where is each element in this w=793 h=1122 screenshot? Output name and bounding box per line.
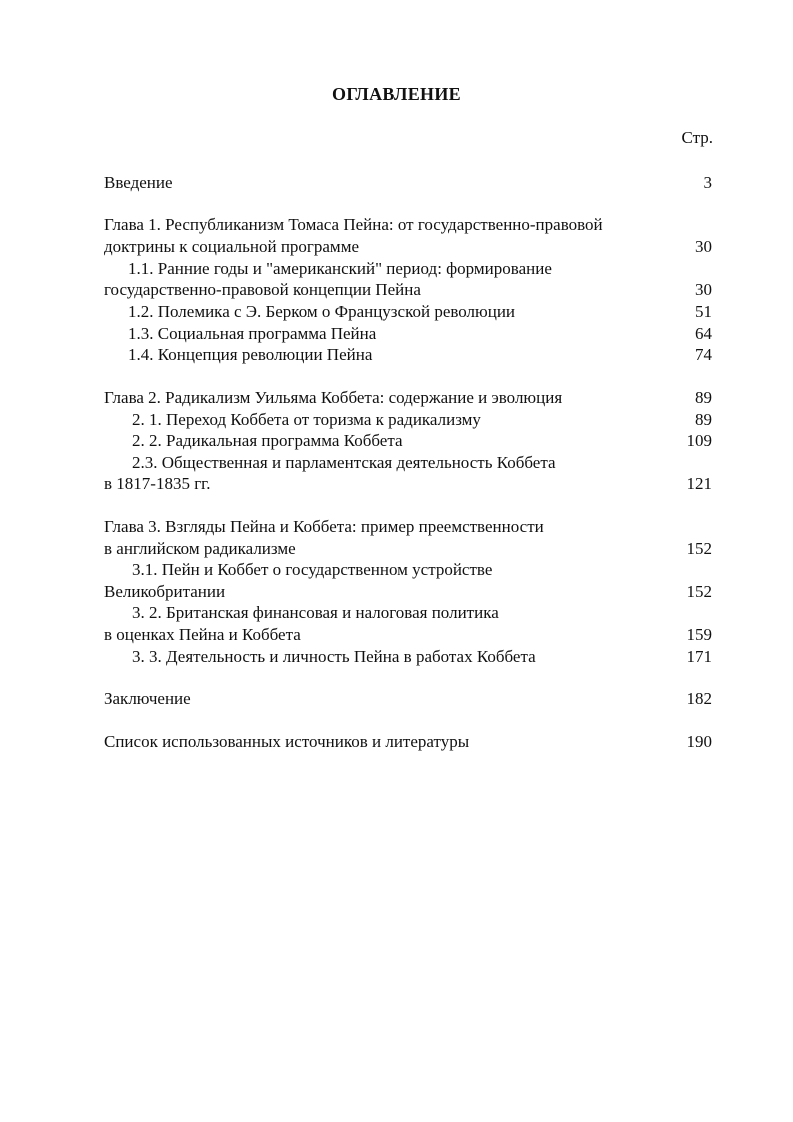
toc-entry-page: 89 bbox=[695, 410, 712, 429]
toc-entry-label: 1.1. Ранние годы и "американский" период: формирование bbox=[128, 259, 552, 278]
toc-entry-label: 2. 1. Переход Коббета от торизма к радикализму bbox=[132, 410, 481, 429]
toc-entry-page: 30 bbox=[695, 237, 712, 256]
toc-section-3-3[interactable] bbox=[104, 646, 712, 668]
toc-entry-label: Глава 3. Взгляды Пейна и Коббета: пример преемственности bbox=[104, 517, 544, 536]
toc-section-3-2-line-2[interactable] bbox=[104, 624, 712, 646]
toc-section-1-1-line-2[interactable] bbox=[104, 279, 712, 301]
toc-section-1-4[interactable] bbox=[104, 344, 712, 366]
toc-section-2-3-line-1[interactable] bbox=[104, 452, 712, 474]
toc-entry-label: 3. 2. Британская финансовая и налоговая политика bbox=[132, 603, 499, 622]
toc-entry-label: 3.1. Пейн и Коббет о государственном устройстве bbox=[132, 560, 493, 579]
toc-entry-introduction[interactable] bbox=[104, 172, 712, 194]
toc-entry-bibliography[interactable] bbox=[104, 731, 712, 753]
toc-entry-page: 74 bbox=[695, 345, 712, 364]
toc-entry-label: Глава 1. Республиканизм Томаса Пейна: от государственно-правовой bbox=[104, 215, 603, 234]
toc-chapter-3-line-2[interactable] bbox=[104, 538, 712, 560]
toc-chapter-2[interactable] bbox=[104, 387, 712, 409]
toc-entry-page: 152 bbox=[686, 582, 712, 601]
toc-entry-conclusion[interactable] bbox=[104, 688, 712, 710]
toc-chapter-3-line-1[interactable] bbox=[104, 516, 712, 538]
toc-entry-label: Список использованных источников и литературы bbox=[104, 732, 470, 751]
toc-section-2-3-line-2[interactable] bbox=[104, 473, 712, 495]
toc-section-1-1-line-1[interactable] bbox=[104, 258, 712, 280]
toc-entry-page: 51 bbox=[695, 302, 712, 321]
toc-section-1-2[interactable] bbox=[104, 301, 712, 323]
toc-entry-page: 3 bbox=[703, 173, 712, 192]
toc-entry-label: 1.3. Социальная программа Пейна bbox=[128, 324, 377, 343]
toc-entry-page: 171 bbox=[686, 647, 712, 666]
toc-entry-label: государственно-правовой концепции Пейна bbox=[104, 280, 421, 299]
toc-section-2-2[interactable] bbox=[104, 430, 712, 452]
toc-chapter-1-line-1[interactable] bbox=[104, 214, 712, 236]
toc-section-3-1-line-2[interactable] bbox=[104, 581, 712, 603]
toc-entry-label: 2.3. Общественная и парламентская деятельность Коббета bbox=[132, 453, 556, 472]
toc-entry-label: доктрины к социальной программе bbox=[104, 237, 359, 256]
toc-entry-label: 1.2. Полемика с Э. Берком о Французской революции bbox=[128, 302, 516, 321]
toc-section-2-1[interactable] bbox=[104, 409, 712, 431]
toc-entry-label: 1.4. Концепция революции Пейна bbox=[128, 345, 373, 364]
page-column-label: Стр. bbox=[681, 128, 713, 147]
toc-entry-label: Заключение bbox=[104, 689, 191, 708]
toc-entry-page: 109 bbox=[686, 431, 712, 450]
toc-entry-page: 159 bbox=[686, 625, 712, 644]
toc-entry-page: 182 bbox=[686, 689, 712, 708]
page-title: ОГЛАВЛЕНИЕ bbox=[332, 84, 461, 104]
toc-entry-page: 89 bbox=[695, 388, 712, 407]
toc-section-3-2-line-1[interactable] bbox=[104, 602, 712, 624]
toc-entry-label: в английском радикализме bbox=[104, 539, 296, 558]
toc-entry-page: 30 bbox=[695, 280, 712, 299]
toc-entry-page: 152 bbox=[686, 539, 712, 558]
toc-section-1-3[interactable] bbox=[104, 323, 712, 345]
toc-entry-page: 190 bbox=[686, 732, 712, 751]
toc-entry-label: 3. 3. Деятельность и личность Пейна в работах Коббета bbox=[132, 647, 536, 666]
toc-entry-label: Введение bbox=[104, 173, 173, 192]
toc-entry-page: 64 bbox=[695, 324, 712, 343]
toc-chapter-1-line-2[interactable] bbox=[104, 236, 712, 258]
toc-entry-label: в 1817-1835 гг. bbox=[104, 474, 211, 493]
toc-entry-page: 121 bbox=[686, 474, 712, 493]
toc-entry-label: 2. 2. Радикальная программа Коббета bbox=[132, 431, 403, 450]
toc-entry-label: Глава 2. Радикализм Уильяма Коббета: содержание и эволюция bbox=[104, 388, 563, 407]
toc-section-3-1-line-1[interactable] bbox=[104, 559, 712, 581]
toc-entry-label: в оценках Пейна и Коббета bbox=[104, 625, 301, 644]
toc-entry-label: Великобритании bbox=[104, 582, 226, 601]
